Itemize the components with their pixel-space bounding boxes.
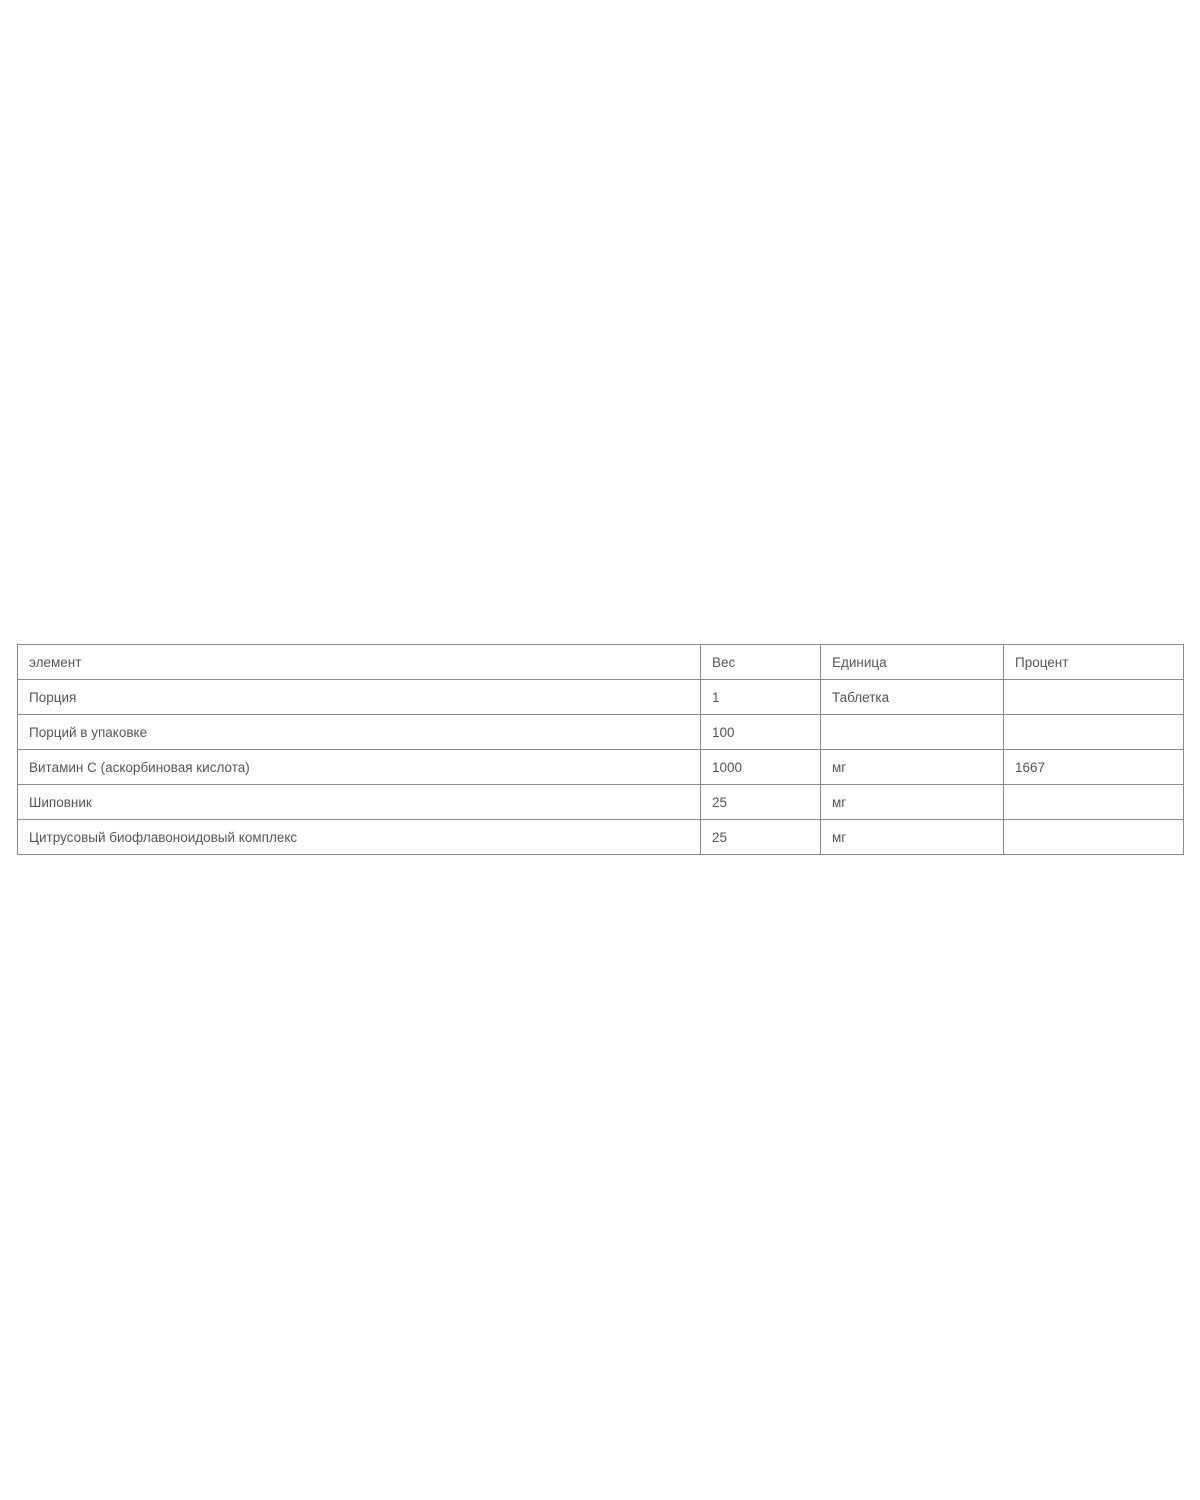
cell-percent: 1667 [1004,750,1184,785]
cell-percent [1004,680,1184,715]
cell-weight: 25 [701,785,821,820]
cell-unit: мг [821,750,1004,785]
supplement-facts-table [17,644,1184,855]
cell-element: Порций в упаковке [18,715,701,750]
table-row [18,820,1184,855]
cell-percent [1004,785,1184,820]
table-row [18,680,1184,715]
cell-percent [1004,715,1184,750]
cell-weight: 1 [701,680,821,715]
cell-unit [821,715,1004,750]
header-percent: Процент [1004,645,1184,680]
cell-element: Шиповник [18,785,701,820]
cell-percent [1004,820,1184,855]
header-weight: Вес [701,645,821,680]
header-unit: Единица [821,645,1004,680]
cell-element: Витамин С (аскорбиновая кислота) [18,750,701,785]
cell-unit: Таблетка [821,680,1004,715]
cell-unit: мг [821,785,1004,820]
cell-weight: 25 [701,820,821,855]
cell-weight: 1000 [701,750,821,785]
table-row [18,785,1184,820]
table-row [18,715,1184,750]
cell-unit: мг [821,820,1004,855]
cell-element: Порция [18,680,701,715]
table-row [18,750,1184,785]
cell-weight: 100 [701,715,821,750]
table-header-row [18,645,1184,680]
cell-element: Цитрусовый биофлавоноидовый комплекс [18,820,701,855]
header-element: элемент [18,645,701,680]
